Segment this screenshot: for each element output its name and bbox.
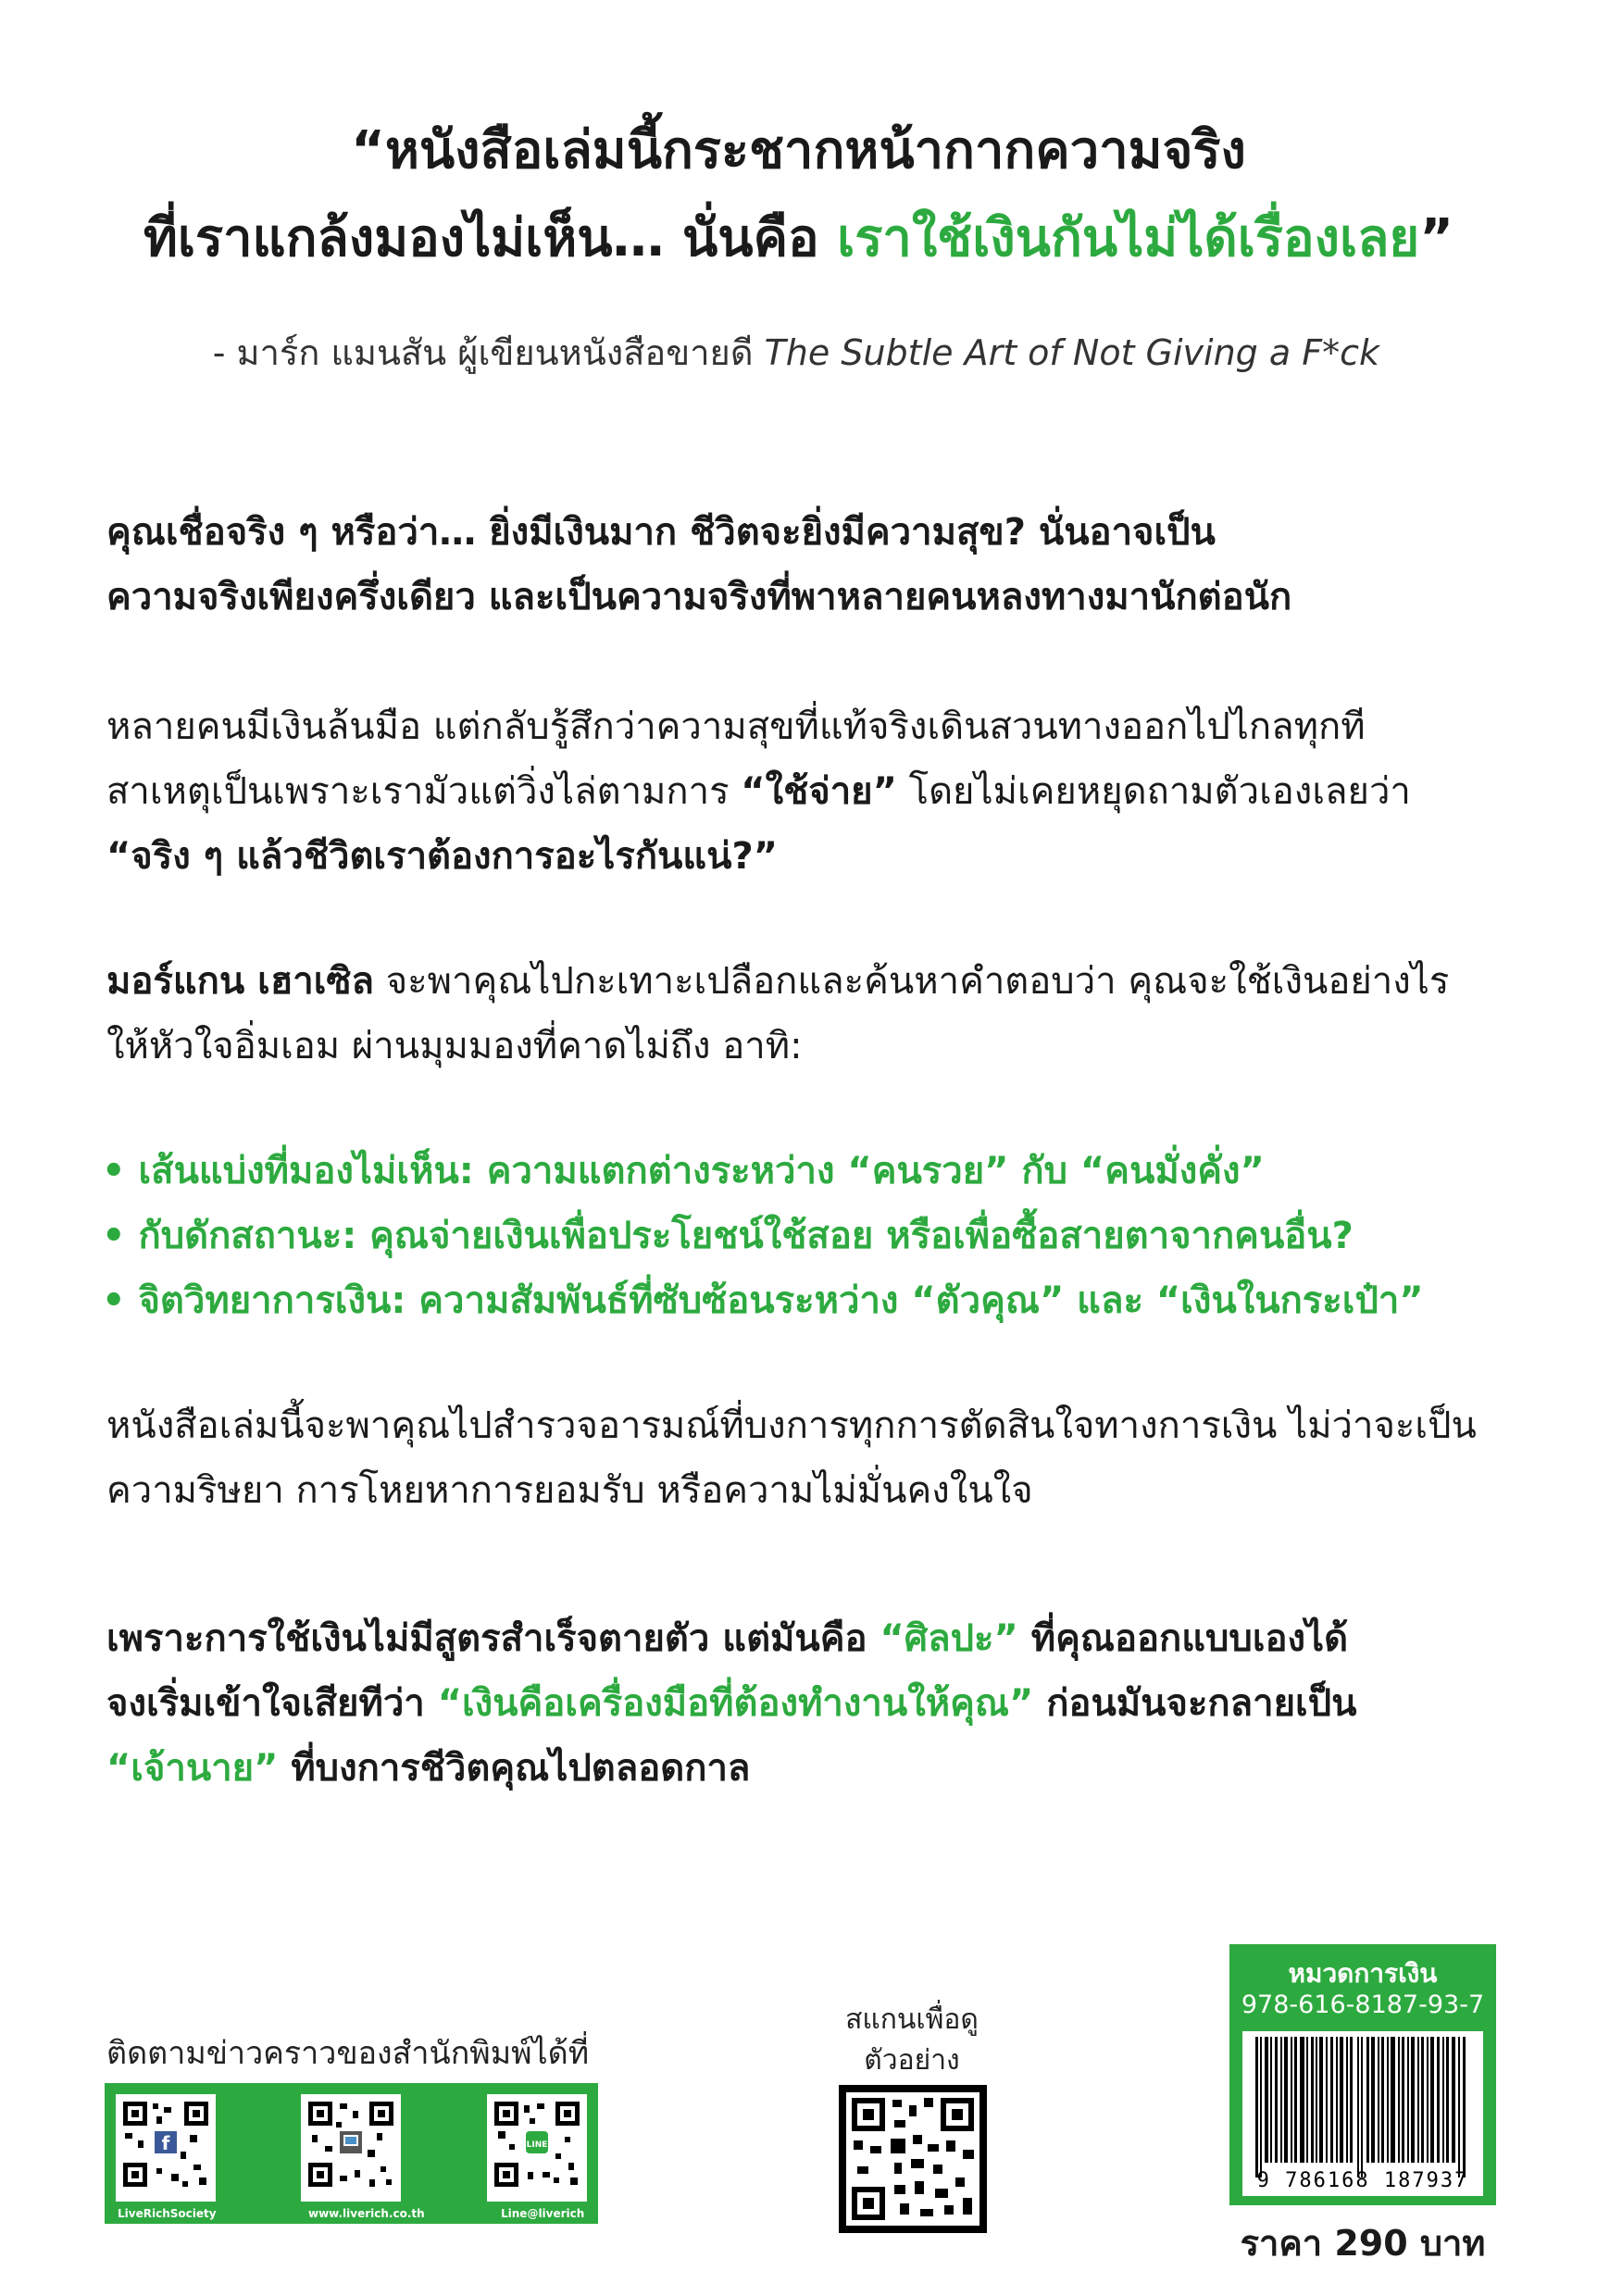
closing-line-2-start: จงเริ่มเข้าใจเสียทีว่า <box>106 1682 438 1725</box>
quote-line-2-start: ที่เราแกล้งมองไม่เห็น… นั่นคือ <box>143 208 838 268</box>
barcode <box>1242 2031 1483 2196</box>
sample-qr-code[interactable] <box>839 2085 987 2233</box>
website-qr-code[interactable] <box>301 2094 401 2202</box>
author-name: มอร์แกน เฮาเซิล <box>106 960 375 1003</box>
closing-line-1-start: เพราะการใช้เงินไม่มีสูตรสำเร็จตายตัว แต่มันคือ <box>106 1617 880 1660</box>
para3-line-1-rest: จะพาคุณไปกะเทาะเปลือกและค้นหาคำตอบว่า คุณจะใช้เงินอย่างไร <box>374 960 1450 1003</box>
attribution-book-title: The Subtle Art of Not Giving a F*ck <box>764 332 1379 373</box>
barcode-digits: 9 786168 187937 <box>1256 2169 1469 2192</box>
scan-line-1: สแกนเพื่อดู <box>845 2003 979 2036</box>
closing-highlight-tool: “เงินคือเครื่องมือที่ต้องทำงานให้คุณ” <box>437 1682 1034 1725</box>
para3-line-2: ให้หัวใจอิ่มเอม ผ่านมุมมองที่คาดไม่ถึง อาทิ: <box>106 1025 803 1067</box>
follow-text: ติดตามข่าวคราวของสำนักพิมพ์ได้ที่ <box>106 2035 590 2072</box>
closing-line-3-end: ที่บงการชีวิตคุณไปตลอดกาล <box>278 1747 751 1790</box>
bullet-item: • จิตวิทยาการเงิน: ความสัมพันธ์ที่ซับซ้อนระหว่าง “ตัวคุณ” และ “เงินในกระเป๋า” <box>102 1279 1424 1322</box>
line-qr-code[interactable] <box>487 2094 587 2202</box>
intro-line-2: ความจริงเพียงครึ่งเดียว และเป็นความจริงที่พาหลายคนหลงทางมานักต่อนัก <box>106 576 1292 618</box>
para4-line-1: หนังสือเล่มนี้จะพาคุณไปสำรวจอารมณ์ที่บงการทุกการตัดสินใจทางการเงิน ไม่ว่าจะเป็น <box>106 1404 1477 1447</box>
qr-label-line: Line@liverich <box>501 2207 585 2220</box>
para4-line-2: ความริษยา การโหยหาการยอมรับ หรือความไม่มั่นคงในใจ <box>106 1469 1033 1512</box>
facebook-qr-code[interactable] <box>116 2094 216 2202</box>
isbn-box <box>1229 1944 1496 2205</box>
isbn-number: 978-616-8187-93-7 <box>1241 1990 1485 2019</box>
social-qr-panel <box>105 2083 598 2224</box>
quote-attribution <box>213 324 1379 381</box>
qr-label-facebook: LiveRichSociety <box>118 2207 217 2220</box>
book-category: หมวดการเงิน <box>1288 1958 1438 1989</box>
para2-line-2 <box>106 759 1514 824</box>
attribution-text: - มาร์ก แมนสัน ผู้เขียนหนังสือขายดี <box>212 332 765 373</box>
intro-line-1: คุณเชื่อจริง ๆ หรือว่า… ยิ่งมีเงินมาก ชีวิตจะยิ่งมีความสุข? นั่นอาจเป็น <box>106 511 1216 554</box>
bullet-item: • เส้นแบ่งที่มองไม่เห็น: ความแตกต่างระหว่าง “คนรวย” กับ “คนมั่งคั่ง” <box>102 1150 1265 1192</box>
quote-highlight: เราใช้เงินกันไม่ได้เรื่องเลย <box>837 208 1420 268</box>
qr-code-icon <box>487 2094 587 2202</box>
closing-line-1-end: ที่คุณออกแบบเองได้ <box>1017 1617 1349 1660</box>
qr-code-icon <box>116 2094 216 2202</box>
para2-line-3: “จริง ๆ แล้วชีวิตเราต้องการอะไรกันแน่?” <box>106 835 779 878</box>
para2-line-2-end: โดยไม่เคยหยุดถามตัวเองเลยว่า <box>896 770 1411 813</box>
quote-line-1: “หนังสือเล่มนี้กระชากหน้ากากความจริง <box>351 120 1246 181</box>
closing-line-3 <box>106 1736 1514 1801</box>
para2-line-1: หลายคนมีเงินล้นมือ แต่กลับรู้สึกว่าความสุขที่แท้จริงเดินสวนทางออกไปไกลทุกที <box>106 705 1366 748</box>
qr-code-icon <box>301 2094 401 2202</box>
scan-line-2: ตัวอย่าง <box>864 2044 960 2077</box>
para3-line-1 <box>106 949 1514 1014</box>
closing-line-1 <box>106 1606 1514 1671</box>
para2-line-2-start: สาเหตุเป็นเพราะเรามัวแต่วิ่งไล่ตามการ <box>106 770 742 813</box>
quote-close-mark: ” <box>1419 208 1454 268</box>
svg-text:LINE: LINE <box>526 2140 548 2150</box>
qr-label-website: www.liverich.co.th <box>308 2207 425 2220</box>
closing-line-2-end: ก่อนมันจะกลายเป็น <box>1033 1682 1357 1725</box>
closing-line-2 <box>106 1671 1514 1736</box>
closing-highlight-boss: “เจ้านาย” <box>106 1747 279 1790</box>
bullet-item: • กับดักสถานะ: คุณจ่ายเงินเพื่อประโยชน์ใช้สอย หรือเพื่อซื้อสายตาจากคนอื่น? <box>102 1215 1354 1257</box>
closing-highlight-art: “ศิลปะ” <box>880 1617 1018 1660</box>
quote-line-2 <box>0 194 1597 283</box>
qr-code-icon <box>839 2085 987 2233</box>
svg-text:f: f <box>161 2132 170 2154</box>
para2-emphasis: “ใช้จ่าย” <box>741 770 897 813</box>
price: ราคา 290 บาท <box>1240 2223 1486 2264</box>
